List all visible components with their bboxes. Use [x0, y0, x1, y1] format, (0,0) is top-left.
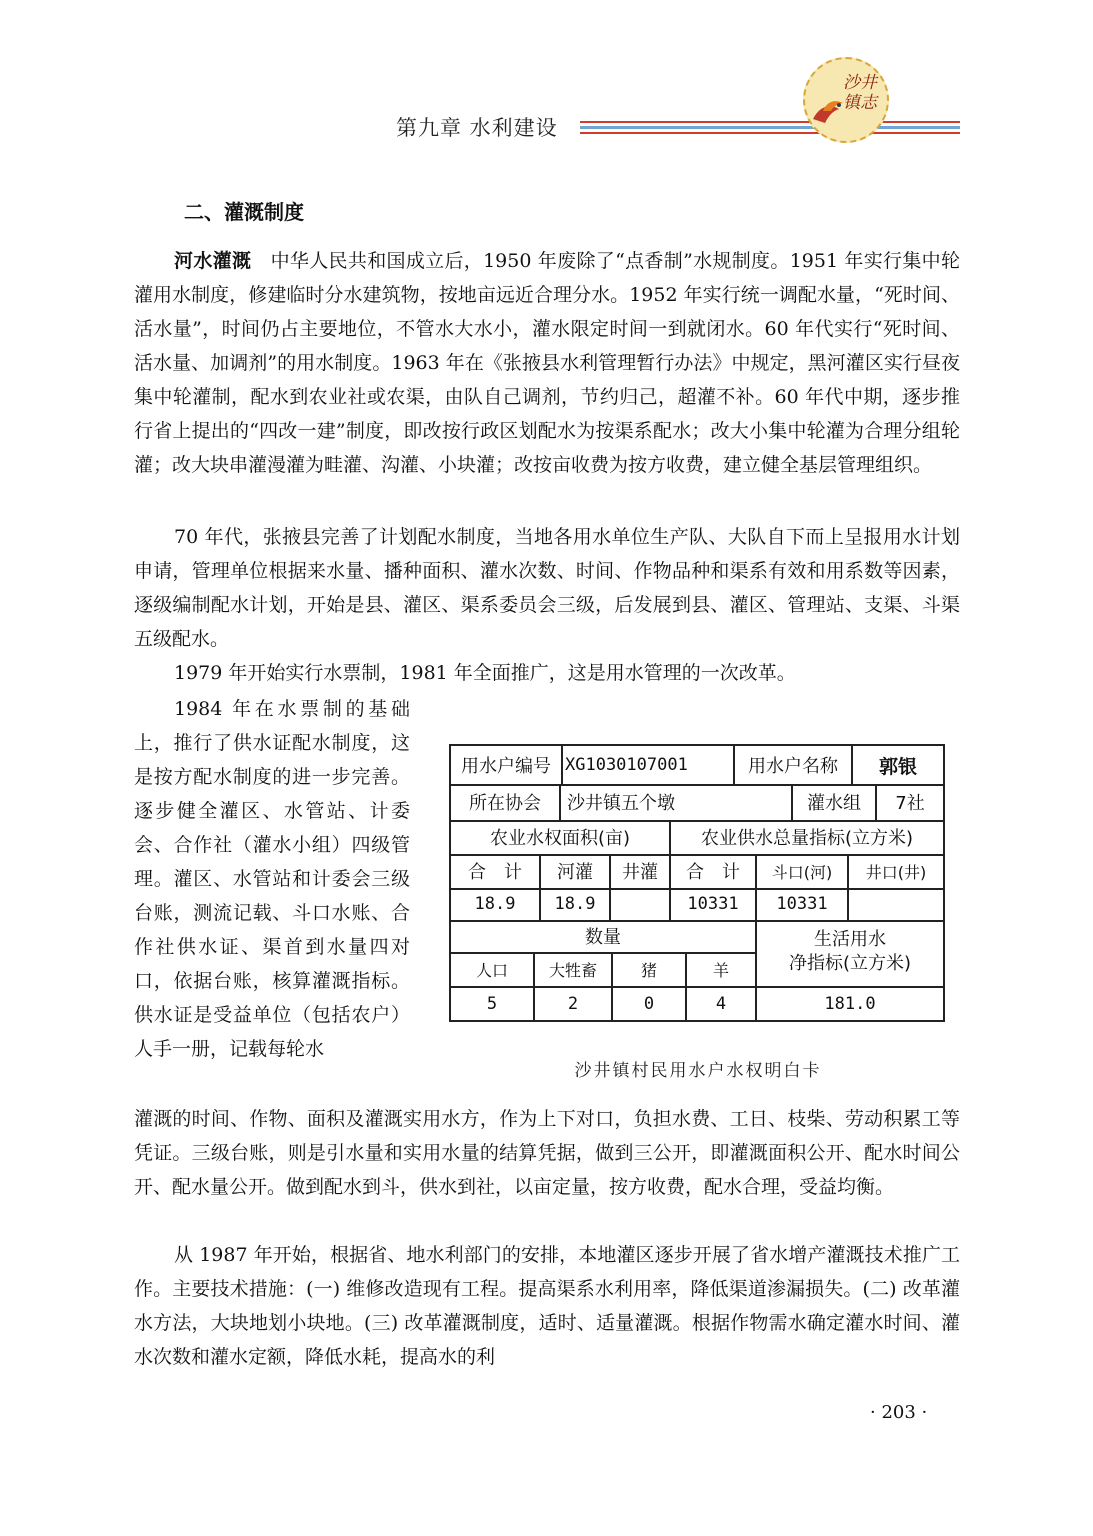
river-irrigation-label: 河灌	[557, 862, 593, 883]
page-number: · 203 ·	[870, 1402, 928, 1423]
chapter-title: 第九章 水利建设	[396, 116, 558, 140]
emblem-title: 沙井镇志	[843, 73, 877, 113]
domestic-quota-value: 181.0	[824, 994, 876, 1014]
paragraph-1970s: 70 年代，张掖县完善了计划配水制度，当地各用水单位生产队、大队自下而上呈报用水计划申请，管理单位根据来水量、播种面积、灌水次数、时间、作物品种和渠系有效和用系数等因素，逐级编制配水计划，开始是县、灌区、渠系委员会三级，后发展到县、灌区、管理站、支渠、斗渠五级配水。	[134, 526, 960, 650]
association-label: 所在协会	[469, 793, 541, 814]
area-total-value: 18.9	[474, 894, 516, 914]
river-gate-value: 10331	[776, 894, 828, 914]
paragraph-1984: 1984 年在水票制的基础上，推行了供水证配水制度，这是按方配水制度的进一步完善。逐步健全灌区、水管站、计委会、合作社（灌水小组）四级管理。灌区、水管站和计委会三级台账，测流记载、斗口水账、合作社供水证、渠首到水量四对口，依据台账，核算灌溉指标。供水证是受益单位（包括农户）人手一册，记载每轮水	[134, 698, 410, 1060]
population-label: 人口	[475, 960, 508, 980]
sheep-value: 4	[715, 994, 727, 1014]
paragraph-1979: 1979 年开始实行水票制，1981 年全面推广，这是用水管理的一次改革。	[174, 662, 796, 684]
pig-label: 猪	[640, 960, 657, 980]
supply-total-label: 合 计	[686, 862, 740, 883]
water-user-name-value: 郭银	[878, 755, 917, 778]
paragraph-1987: 从 1987 年开始，根据省、地水利部门的安排，本地灌区逐步开展了省水增产灌溉技术推广工作。主要技术措施：(一) 维修改造现有工程。提高渠系水利用率，降低渠道渗漏损失。(二) 改革灌水方法，大块地划小块地。(三) 改革灌溉制度，适时、适量灌溉。根据作物需水确定灌水时间、灌水次数和灌水定额，降低水耗，提高水的利	[134, 1244, 960, 1368]
association-value: 沙井镇五个墩	[567, 793, 675, 814]
pig-value: 0	[643, 994, 655, 1014]
large-livestock-value: 2	[567, 994, 579, 1014]
paragraph-text: 中华人民共和国成立后，1950 年废除了“点香制”水规制度。1951 年实行集中轮灌用水制度，修建临时分水建筑物，按地亩远近合理分水。1952 年实行统一调配水量，“死时间、活水量”，时间仍占主要地位，不管水大水小，灌水限定时间一到就闭水。60 年代实行“死时间、活水量、加调剂”的用水制度。1963 年在《张掖县水利管理暂行办法》中规定，黑河灌区实行昼夜集中轮灌制，配水到农业社或农渠，由队自己调剂，节约归己，超灌不补。60 年代中期，逐步推行省上提出的“四改一建”制度，即改按行政区划配水为按渠系配水；改大小集中轮灌为合理分组轮灌；改大块串灌漫灌为畦灌、沟灌、小块灌；改按亩收费为按方收费，建立健全基层管理组织。	[134, 250, 960, 476]
paragraph-river-irrigation	[134, 244, 960, 482]
paragraph-1984-continued: 灌溉的时间、作物、面积及灌溉实用水方，作为上下对口，负担水费、工日、枝柴、劳动积累工等凭证。三级台账，则是引水量和实用水量的结算凭据，做到三公开，即灌溉面积公开、配水时间公开、配水量公开。做到配水到斗，供水到社，以亩定量，按方收费，配水合理，受益均衡。	[134, 1108, 960, 1198]
domestic-quota-label: 净指标(立方米)	[788, 953, 912, 974]
irrigation-group-label: 灌水组	[807, 793, 861, 814]
well-gate-label: 井口(井)	[865, 862, 927, 882]
water-user-name-label: 用水户名称	[748, 756, 838, 777]
water-user-id-label: 用水户编号	[461, 756, 551, 777]
well-irrigation-label: 井灌	[622, 862, 658, 883]
river-irrigation-value: 18.9	[554, 894, 596, 914]
supply-total-value: 10331	[687, 894, 739, 914]
sheep-label: 羊	[712, 960, 729, 980]
population-value: 5	[486, 994, 498, 1014]
gazetteer-emblem-logo	[803, 57, 889, 143]
river-gate-label: 斗口(河)	[771, 862, 833, 882]
well-gate-value	[849, 888, 943, 920]
large-livestock-label: 大牲畜	[548, 960, 597, 980]
header-rule-red-bottom	[580, 132, 960, 134]
water-user-id-value: XG1030107001	[565, 755, 688, 775]
header-rule-red-top	[580, 121, 960, 123]
area-total-label: 合 计	[468, 862, 522, 883]
total-supply-quota-label: 农业供水总量指标(立方米)	[700, 828, 914, 849]
section-heading: 二、灌溉制度	[184, 200, 304, 224]
well-irrigation-value	[611, 888, 669, 920]
water-rights-area-label: 农业水权面积(亩)	[489, 828, 631, 849]
run-in-heading: 河水灌溉	[174, 250, 252, 272]
figure-caption: 沙井镇村民用水户水权明白卡	[574, 1061, 822, 1081]
irrigation-group-value: 7社	[895, 793, 925, 814]
header-rule-blue	[580, 126, 960, 129]
quantity-label: 数量	[585, 927, 621, 948]
domestic-water-label: 生活用水	[814, 929, 886, 950]
water-rights-card	[449, 744, 945, 1022]
